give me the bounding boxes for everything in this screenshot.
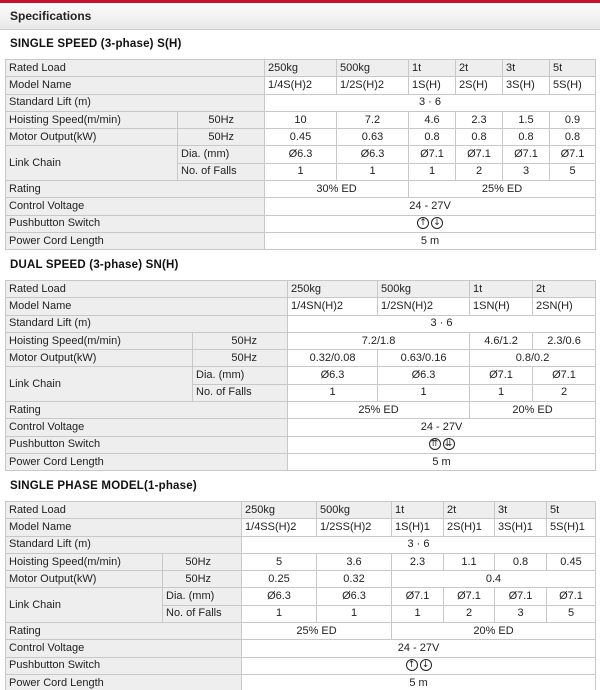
table-row [6,298,596,315]
table-row [6,181,596,198]
row-label-standard-lift: Standard Lift (m) [6,94,265,111]
row-label-motor-output: Motor Output(kW) [6,350,193,367]
table-row [6,588,596,605]
row-label-rating: Rating [6,181,265,198]
hz-label: 50Hz [193,332,288,349]
motor-cell: 0.45 [265,129,337,146]
double-up-arrow-button-icon: ⇈ [429,438,441,450]
model-cell: 2S(H)1 [444,519,495,536]
rating-cell: 25% ED [242,623,392,640]
load-cell: 500kg [378,281,470,298]
rating-cell: 20% ED [470,402,596,419]
model-cell: 5S(H) [550,77,596,94]
speed-cell: 1.5 [503,111,550,128]
model-cell: 1/2S(H)2 [337,77,409,94]
table-row [6,367,596,384]
row-label-power-cord: Power Cord Length [6,453,288,470]
motor-cell: 0.8 [456,129,503,146]
load-cell: 1t [392,502,444,519]
row-label-standard-lift: Standard Lift (m) [6,315,288,332]
motor-cell: 0.63/0.16 [378,350,470,367]
row-label-motor-output: Motor Output(kW) [6,571,163,588]
dia-label: Dia. (mm) [178,146,265,163]
table-row [6,453,596,470]
row-label-rated-load: Rated Load [6,281,288,298]
double-down-arrow-button-icon: ⇊ [443,438,455,450]
dia-cell: Ø7.1 [533,367,596,384]
table-row [6,232,596,249]
row-label-model-name: Model Name [6,298,288,315]
model-cell: 3S(H)1 [495,519,547,536]
table-row [6,129,596,146]
load-cell: 2t [533,281,596,298]
page-header [0,0,600,30]
model-cell: 3S(H) [503,77,550,94]
voltage-cell: 24 - 27V [265,198,596,215]
load-cell: 1t [470,281,533,298]
rating-cell: 30% ED [265,181,409,198]
row-label-standard-lift: Standard Lift (m) [6,536,242,553]
falls-cell: 5 [547,605,596,622]
row-label-model-name: Model Name [6,77,265,94]
row-label-rating: Rating [6,623,242,640]
dia-label: Dia. (mm) [193,367,288,384]
speed-cell: 7.2/1.8 [288,332,470,349]
row-label-motor-output: Motor Output(kW) [6,129,178,146]
row-label-pushbutton: Pushbutton Switch [6,215,265,232]
table-row [6,94,596,111]
model-cell: 1/4SN(H)2 [288,298,378,315]
load-cell: 3t [495,502,547,519]
model-cell: 1/2SN(H)2 [378,298,470,315]
row-label-hoisting-speed: Hoisting Speed(m/min) [6,111,178,128]
table-row [6,332,596,349]
motor-cell: 0.4 [392,571,596,588]
row-label-power-cord: Power Cord Length [6,674,242,690]
model-cell: 5S(H)1 [547,519,596,536]
row-label-pushbutton: Pushbutton Switch [6,436,288,453]
motor-cell: 0.32/0.08 [288,350,378,367]
hz-label: 50Hz [163,553,242,570]
power-cord-cell: 5 m [288,453,596,470]
table-row [6,402,596,419]
model-cell: 1/2SS(H)2 [317,519,392,536]
speed-cell: 2.3/0.6 [533,332,596,349]
motor-cell: 0.8 [503,129,550,146]
dia-cell: Ø7.1 [392,588,444,605]
pushbutton-cell [288,436,596,453]
falls-cell: 1 [242,605,317,622]
table-row [6,111,596,128]
section-title-single-phase: SINGLE PHASE MODEL(1-phase) [10,480,197,492]
speed-cell: 0.9 [550,111,596,128]
hz-label: 50Hz [163,571,242,588]
single-speed-table [5,59,596,250]
power-cord-cell: 5 m [242,674,596,690]
table-row [6,436,596,453]
falls-cell: 5 [550,163,596,180]
row-label-model-name: Model Name [6,519,242,536]
model-cell: 1S(H) [409,77,456,94]
page-title: Specifications [10,9,92,23]
model-cell: 1S(H)1 [392,519,444,536]
table-row [6,571,596,588]
dia-cell: Ø6.3 [288,367,378,384]
falls-cell: 2 [533,384,596,401]
table-row [6,198,596,215]
lift-cell: 3 · 6 [288,315,596,332]
load-cell: 5t [550,60,596,77]
dia-cell: Ø7.1 [470,367,533,384]
dia-cell: Ø7.1 [503,146,550,163]
voltage-cell: 24 - 27V [288,419,596,436]
table-row [6,657,596,674]
table-row [6,350,596,367]
row-label-link-chain: Link Chain [6,146,178,181]
falls-cell: 1 [378,384,470,401]
row-label-hoisting-speed: Hoisting Speed(m/min) [6,553,163,570]
dia-cell: Ø6.3 [378,367,470,384]
model-cell: 1/4SS(H)2 [242,519,317,536]
motor-cell: 0.32 [317,571,392,588]
table-row [6,674,596,690]
pushbutton-cell [265,215,596,232]
dia-cell: Ø6.3 [337,146,409,163]
falls-label: No. of Falls [163,605,242,622]
lift-cell: 3 · 6 [265,94,596,111]
table-row [6,623,596,640]
speed-cell: 1.1 [444,553,495,570]
dia-cell: Ø7.1 [495,588,547,605]
speed-cell: 3.6 [317,553,392,570]
single-phase-table [5,501,596,690]
dia-cell: Ø7.1 [550,146,596,163]
dia-cell: Ø7.1 [456,146,503,163]
dia-cell: Ø6.3 [317,588,392,605]
falls-cell: 3 [503,163,550,180]
row-label-pushbutton: Pushbutton Switch [6,657,242,674]
speed-cell: 4.6 [409,111,456,128]
row-label-rated-load: Rated Load [6,60,265,77]
speed-cell: 7.2 [337,111,409,128]
row-label-control-voltage: Control Voltage [6,640,242,657]
load-cell: 500kg [337,60,409,77]
model-cell: 1/4S(H)2 [265,77,337,94]
falls-cell: 1 [409,163,456,180]
load-cell: 3t [503,60,550,77]
row-label-rating: Rating [6,402,288,419]
falls-cell: 2 [444,605,495,622]
up-arrow-button-icon: ↑ [406,659,418,671]
falls-cell: 1 [337,163,409,180]
motor-cell: 0.8 [550,129,596,146]
speed-cell: 2.3 [392,553,444,570]
table-row [6,60,596,77]
load-cell: 5t [547,502,596,519]
dia-cell: Ø6.3 [242,588,317,605]
row-label-link-chain: Link Chain [6,367,193,402]
table-row [6,502,596,519]
load-cell: 250kg [288,281,378,298]
falls-cell: 1 [317,605,392,622]
row-label-power-cord: Power Cord Length [6,232,265,249]
falls-cell: 1 [392,605,444,622]
falls-cell: 1 [470,384,533,401]
model-cell: 2S(H) [456,77,503,94]
table-row [6,640,596,657]
speed-cell: 10 [265,111,337,128]
down-arrow-button-icon: ↓ [420,659,432,671]
falls-cell: 3 [495,605,547,622]
table-row [6,281,596,298]
table-row [6,146,596,163]
load-cell: 250kg [265,60,337,77]
load-cell: 2t [456,60,503,77]
table-row [6,215,596,232]
speed-cell: 2.3 [456,111,503,128]
dia-label: Dia. (mm) [163,588,242,605]
voltage-cell: 24 - 27V [242,640,596,657]
table-row [6,536,596,553]
speed-cell: 4.6/1.2 [470,332,533,349]
rating-cell: 25% ED [409,181,596,198]
falls-cell: 1 [288,384,378,401]
motor-cell: 0.8/0.2 [470,350,596,367]
load-cell: 1t [409,60,456,77]
dia-cell: Ø7.1 [409,146,456,163]
dia-cell: Ø7.1 [444,588,495,605]
section-title-single-speed: SINGLE SPEED (3-phase) S(H) [10,38,182,50]
dia-cell: Ø7.1 [547,588,596,605]
section-title-dual-speed: DUAL SPEED (3-phase) SN(H) [10,259,179,271]
row-label-rated-load: Rated Load [6,502,242,519]
dual-speed-table [5,280,596,471]
falls-label: No. of Falls [193,384,288,401]
table-row [6,77,596,94]
pushbutton-cell [242,657,596,674]
speed-cell: 0.45 [547,553,596,570]
hz-label: 50Hz [178,111,265,128]
row-label-hoisting-speed: Hoisting Speed(m/min) [6,332,193,349]
table-row [6,519,596,536]
load-cell: 250kg [242,502,317,519]
model-cell: 1SN(H) [470,298,533,315]
model-cell: 2SN(H) [533,298,596,315]
load-cell: 2t [444,502,495,519]
rating-cell: 20% ED [392,623,596,640]
falls-label: No. of Falls [178,163,265,180]
table-row [6,553,596,570]
speed-cell: 5 [242,553,317,570]
motor-cell: 0.63 [337,129,409,146]
down-arrow-button-icon: ↓ [431,217,443,229]
hz-label: 50Hz [193,350,288,367]
table-row [6,419,596,436]
load-cell: 500kg [317,502,392,519]
falls-cell: 1 [265,163,337,180]
falls-cell: 2 [456,163,503,180]
motor-cell: 0.25 [242,571,317,588]
row-label-control-voltage: Control Voltage [6,419,288,436]
rating-cell: 25% ED [288,402,470,419]
speed-cell: 0.8 [495,553,547,570]
motor-cell: 0.8 [409,129,456,146]
dia-cell: Ø6.3 [265,146,337,163]
power-cord-cell: 5 m [265,232,596,249]
row-label-control-voltage: Control Voltage [6,198,265,215]
up-arrow-button-icon: ↑ [417,217,429,229]
table-row [6,315,596,332]
lift-cell: 3 · 6 [242,536,596,553]
row-label-link-chain: Link Chain [6,588,163,623]
hz-label: 50Hz [178,129,265,146]
